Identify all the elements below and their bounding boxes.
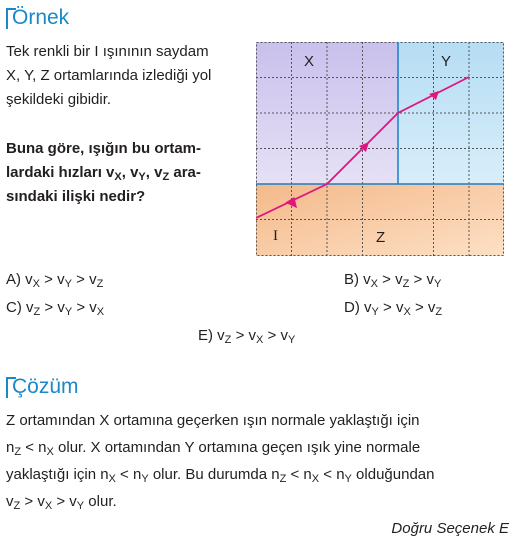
option-d[interactable]: D) $v_Y > v_X > v_Z$: [344, 299, 443, 318]
solution-text: [6, 407, 434, 515]
solution-line: yaklaştığı için $n_X < n_Y$ olur. Bu durumda $n_Z < n_X < n_Y$ olduğundan: [6, 466, 435, 485]
question-line: şekildeki gibidir.: [6, 91, 112, 108]
bold-line: Buna göre, ışığın bu ortam-: [6, 140, 202, 157]
example-heading: Örnek: [12, 6, 70, 29]
option-b[interactable]: B) $v_X > v_Z > v_Y$: [344, 271, 442, 290]
solution-heading: Çözüm: [12, 375, 79, 398]
question-bold: [6, 137, 258, 209]
question-line: X, Y, Z ortamlarında izlediği yol: [6, 67, 212, 84]
option-c[interactable]: C) $v_Z > v_Y > v_X$: [6, 299, 105, 318]
label-x: X: [304, 53, 315, 70]
question-line: Tek renkli bir I ışınının saydam: [6, 43, 209, 60]
label-i: I: [273, 228, 278, 244]
option-a[interactable]: A) $v_X > v_Y > v_Z$: [6, 271, 104, 290]
solution-line: Z ortamından X ortamına geçerken ışın normale yaklaştığı için: [6, 412, 420, 429]
question-text: [6, 40, 256, 112]
correct-answer: Doğru Seçenek E: [391, 520, 509, 537]
solution-line: $v_Z > v_X > v_Y$ olur.: [6, 493, 117, 512]
label-z: Z: [376, 229, 386, 246]
refraction-figure: [256, 42, 504, 256]
option-e[interactable]: E) $v_Z > v_X > v_Y$: [198, 327, 296, 346]
heading-accent-bar: [6, 377, 8, 398]
heading-accent-bar: [6, 8, 8, 29]
bold-line: sındaki ilişki nedir?: [6, 188, 146, 205]
solution-line: $n_Z < n_X$ olur. X ortamından Y ortamına geçen ışık yine normale: [6, 439, 421, 458]
label-y: Y: [441, 53, 452, 70]
bold-line: lardaki hızları $v_X$, $v_Y$, $v_Z$ ara-: [6, 164, 201, 183]
